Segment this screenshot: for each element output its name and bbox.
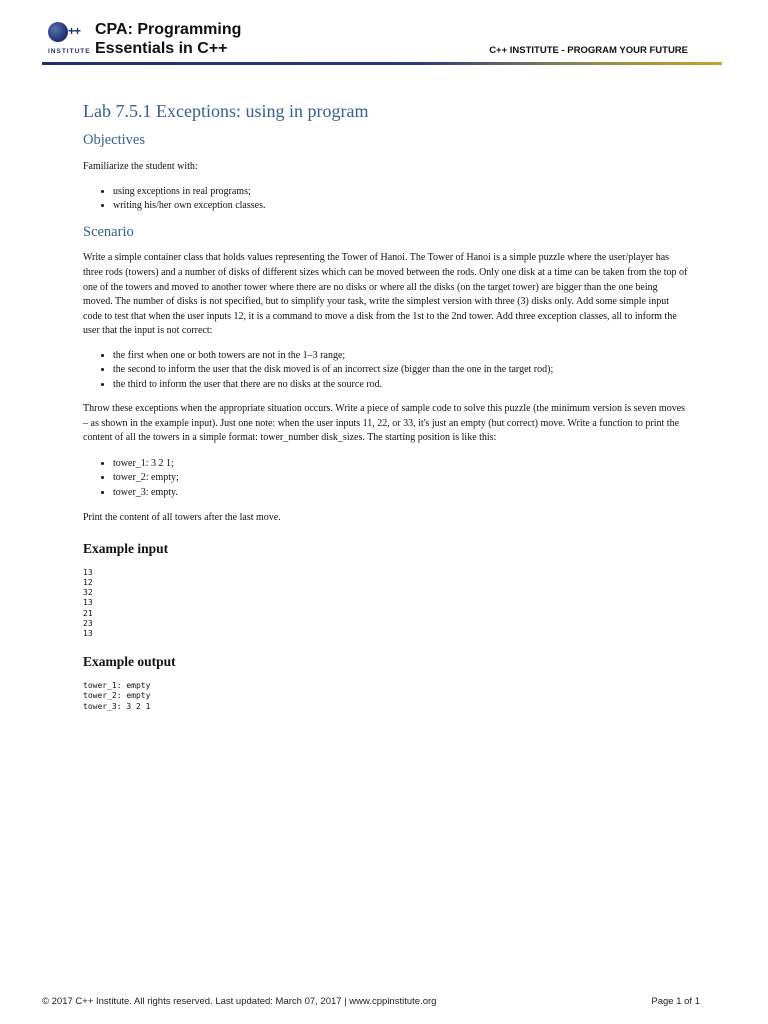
scenario-paragraph-1: Write a simple container class that holds values representing the Tower of Hanoi. The Tower of Hanoi is a simple puzzle where the user/player has three rods (towers) and a number of disks of different sizes which can be moved between the rods. Only one disk at a time can be taken from the top of one of the towers and moved to another tower where there are no disks or where all the disks (on the target tower) are bigger than the one being moved. The number of disks is not specified, but to simplify your task, write the simplest version with three (3) disks only. Add some simple input code to test that when the user inputs 12, it is a command to move a disk from the 1st to the 2nd tower. Add three exception classes, all to inform the user that the input is not correct: xyxy=(83,252,688,337)
page-header xyxy=(42,18,722,66)
list-item: • tower_1: 3 2 1; xyxy=(113,457,689,471)
cpp-institute-logo xyxy=(48,22,92,58)
objectives-list xyxy=(83,185,689,214)
list-item: • tower_2: empty; xyxy=(113,471,689,485)
list-item: • writing his/her own exception classes. xyxy=(113,199,689,213)
course-title-line2: Essentials in C++ xyxy=(95,40,228,57)
logo-plus-mark: ++ xyxy=(68,24,81,38)
scenario-heading: Scenario xyxy=(83,224,134,241)
lab-title: Lab 7.5.1 Exceptions: using in program xyxy=(83,101,369,121)
lab-content xyxy=(83,100,689,712)
footer-copyright: © 2017 C++ Institute. All rights reserved. Last updated: March 07, 2017 | www.cppinstitute.org xyxy=(42,996,437,1007)
list-item: • the second to inform the user that the disk moved is of an incorrect size (bigger than the one in the target rod); xyxy=(113,363,689,377)
objectives-heading: Objectives xyxy=(83,132,146,148)
scenario-paragraph-2: Throw these exceptions when the appropriate situation occurs. Write a piece of sample code to solve this puzzle (the minimum version is seven moves – as shown in the example input). Just one note: when the user inputs 11, 22, or 33, it's just an empty (but correct) move. Write a function to print the content of all the towers in a simple format: tower_number disk_sizes. The starting position is like this: xyxy=(83,403,686,444)
example-input-code: 13 12 32 13 21 23 13 xyxy=(83,567,93,638)
globe-icon xyxy=(48,22,68,42)
exception-list xyxy=(83,349,689,392)
header-divider xyxy=(42,62,722,65)
scenario-paragraph-3: Print the content of all towers after the last move. xyxy=(83,512,281,524)
objectives-intro: Familiarize the student with: xyxy=(83,161,198,172)
example-output-heading: Example output xyxy=(83,654,176,670)
list-item: • the first when one or both towers are not in the 1–3 range; xyxy=(113,349,689,363)
header-tagline: C++ INSTITUTE - PROGRAM YOUR FUTURE xyxy=(489,45,688,56)
list-item: • tower_3: empty. xyxy=(113,486,689,500)
list-item: • the third to inform the user that there are no disks at the source rod. xyxy=(113,378,689,392)
start-position-list xyxy=(83,457,689,500)
course-title xyxy=(95,20,241,58)
logo-institute-text: INSTITUTE xyxy=(48,48,91,55)
footer-page-number: Page 1 of 1 xyxy=(651,996,700,1007)
course-title-line1: CPA: Programming xyxy=(95,21,242,38)
example-output-code: tower_1: empty tower_2: empty tower_3: 3 2 1 xyxy=(83,681,151,711)
example-input-heading: Example input xyxy=(83,540,169,556)
list-item: • using exceptions in real programs; xyxy=(113,185,689,199)
